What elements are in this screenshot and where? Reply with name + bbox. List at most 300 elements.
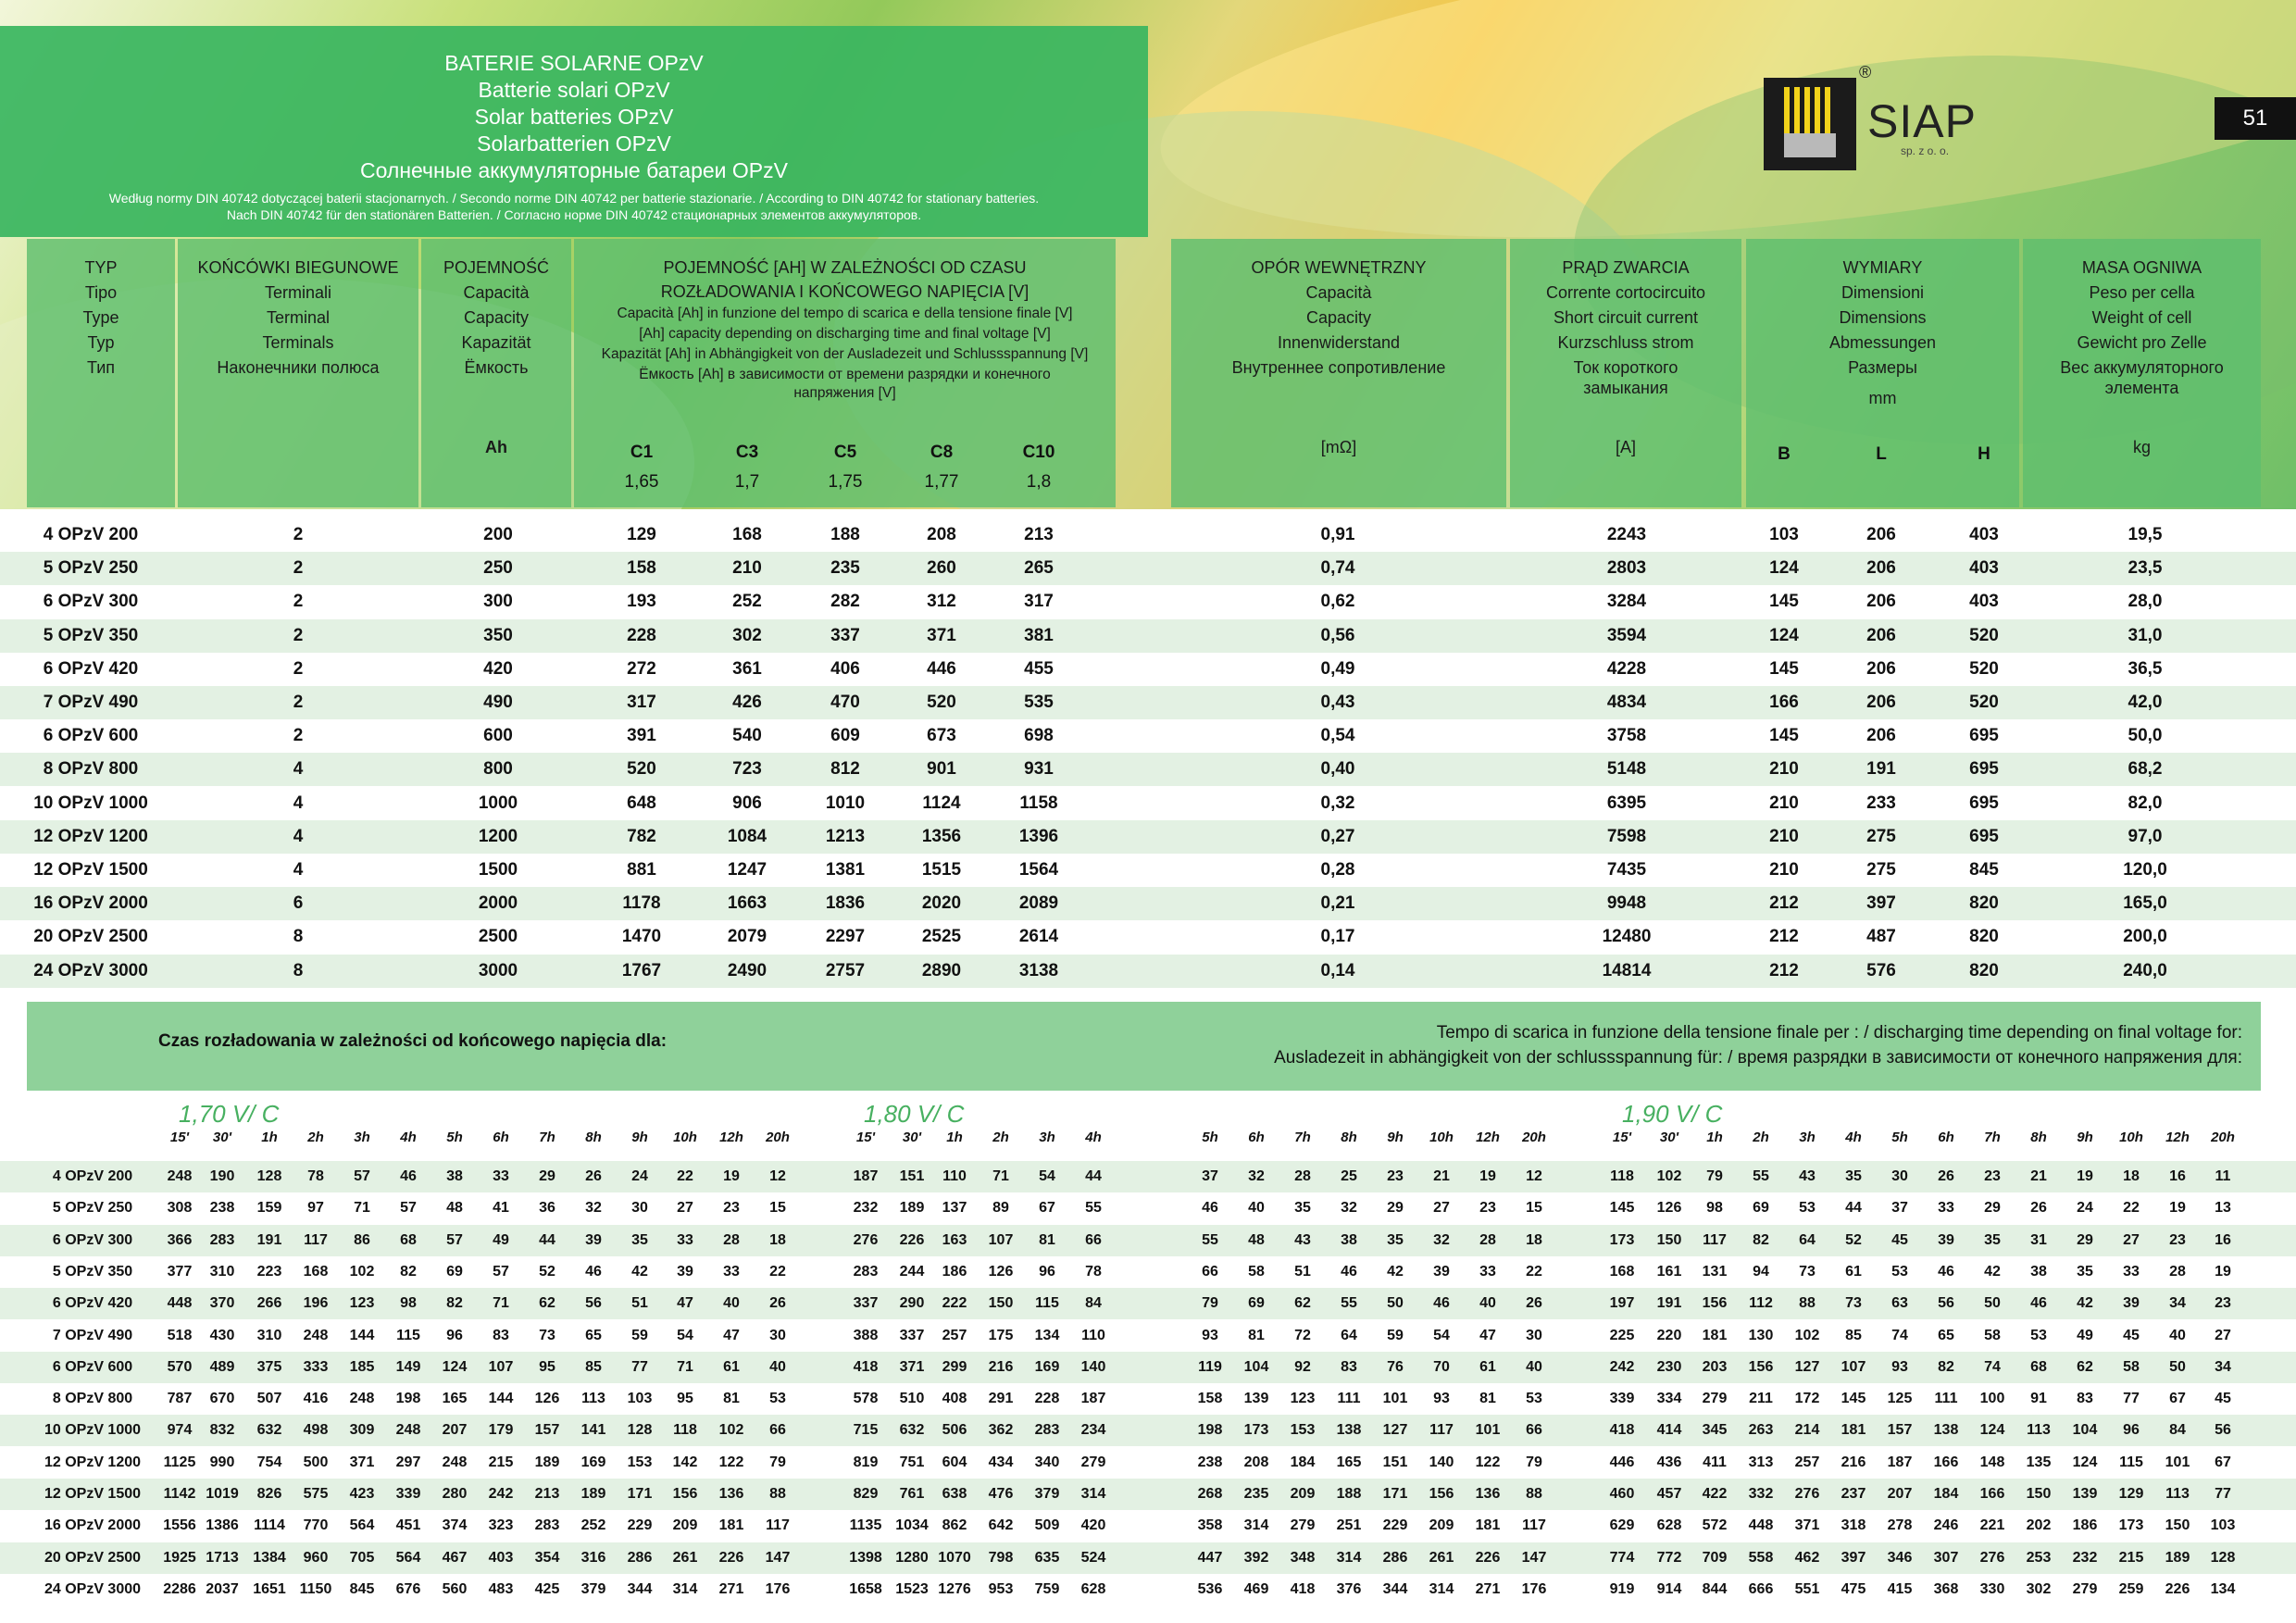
table-cell: 78: [1085, 1263, 1102, 1280]
table-cell: 13: [2215, 1200, 2231, 1217]
table-cell: 560: [442, 1580, 468, 1597]
table-cell: 751: [899, 1454, 925, 1470]
table-cell: 69: [446, 1263, 463, 1280]
table-cell: 291: [988, 1391, 1014, 1407]
table-cell: 1651: [253, 1580, 286, 1597]
table-cell: 18: [769, 1231, 786, 1248]
table-cell: 117: [766, 1517, 790, 1534]
table-cell: 257: [1794, 1454, 1820, 1470]
table-cell: 314: [1080, 1486, 1106, 1502]
table-cell: 49: [493, 1231, 509, 1248]
table-cell: 181: [1702, 1327, 1728, 1343]
table-cell: 1124: [922, 793, 961, 813]
capacity-col-header: C1: [630, 443, 654, 462]
table-cell: 149: [395, 1358, 421, 1375]
table-cell: 113: [2165, 1486, 2190, 1502]
header-text: Short circuit current: [1553, 308, 1699, 327]
table-cell: 69: [1753, 1200, 1769, 1217]
time-col-header: 20h: [766, 1130, 790, 1145]
standard-note-line: Nach DIN 40742 für den stationären Batterien. / Согласно норме DIN 40742 стационарных элементов аккумуляторов.: [226, 207, 922, 222]
table-cell: 629: [1609, 1517, 1635, 1534]
table-cell: 43: [1799, 1168, 1816, 1184]
header-capacity: [421, 239, 571, 507]
table-cell: 23,5: [2128, 558, 2163, 579]
table-cell: 371: [899, 1358, 925, 1375]
capacity-voltage: 1,65: [624, 472, 659, 492]
table-cell: 187: [1080, 1391, 1106, 1407]
table-cell: 39: [585, 1231, 602, 1248]
table-cell: 202: [2026, 1517, 2052, 1534]
table-cell: 366: [167, 1231, 193, 1248]
table-cell: 22: [769, 1263, 786, 1280]
table-cell: 69: [1248, 1295, 1265, 1312]
table-cell: 16: [2169, 1168, 2186, 1184]
discharge-band: [27, 1002, 2261, 1091]
table-cell: 260: [927, 558, 956, 579]
table-cell: 2: [293, 658, 304, 679]
table-cell: 82: [446, 1295, 463, 1312]
table-cell: 111: [1337, 1391, 1361, 1407]
table-cell: 4 OPzV 200: [43, 525, 139, 544]
table-cell: 283: [1034, 1422, 1060, 1439]
table-row: [0, 920, 2296, 954]
table-cell: 248: [303, 1327, 329, 1343]
table-cell: 233: [1866, 793, 1896, 813]
table-cell: 261: [672, 1549, 698, 1566]
table-cell: 15: [769, 1200, 786, 1217]
table-cell: 263: [1748, 1422, 1774, 1439]
time-col-header: 1h: [261, 1130, 278, 1145]
table-cell: 189: [899, 1200, 925, 1217]
table-cell: 451: [395, 1517, 421, 1534]
header-text: Вес аккумуляторного: [2060, 358, 2224, 377]
table-cell: 323: [488, 1517, 514, 1534]
table-cell: 70: [1433, 1358, 1450, 1375]
table-cell: 42: [1387, 1263, 1404, 1280]
table-cell: 1280: [895, 1549, 929, 1566]
table-cell: 212: [1769, 893, 1799, 914]
table-cell: 754: [256, 1454, 282, 1470]
title-line: Solarbatterien OPzV: [477, 131, 671, 156]
table-cell: 79: [1526, 1454, 1542, 1470]
table-cell: 85: [585, 1358, 602, 1375]
table-cell: 39: [677, 1263, 693, 1280]
table-cell: 974: [167, 1422, 193, 1439]
table-cell: 455: [1024, 658, 1054, 679]
table-cell: 1200: [478, 826, 518, 846]
table-cell: 145: [1769, 658, 1799, 679]
table-cell: 97: [307, 1200, 324, 1217]
table-cell: 5 OPzV 350: [43, 625, 139, 645]
table-cell: 1084: [727, 826, 767, 846]
table-cell: 333: [303, 1358, 329, 1375]
voltage-title-190: 1,90 V/ C: [1622, 1100, 1723, 1128]
table-cell: 28: [1479, 1231, 1496, 1248]
table-cell: 134: [1034, 1327, 1060, 1343]
header-text: POJEMNOŚĆ [AH] W ZALEŻNOŚCI OD CZASU: [663, 258, 1027, 277]
table-cell: 157: [534, 1422, 560, 1439]
table-row: [0, 719, 2296, 753]
table-cell: 510: [899, 1391, 925, 1407]
table-cell: 8: [293, 960, 304, 980]
table-cell: 39: [1433, 1263, 1450, 1280]
table-cell: 173: [1609, 1231, 1635, 1248]
table-cell: 136: [718, 1486, 744, 1502]
table-cell: 423: [349, 1486, 375, 1502]
header-unit: [A]: [1615, 438, 1636, 456]
table-cell: 45: [2123, 1327, 2140, 1343]
table-cell: 88: [769, 1486, 786, 1502]
table-cell: 0,27: [1320, 826, 1355, 846]
table-cell: 134: [2210, 1580, 2236, 1597]
table-cell: 1356: [921, 826, 962, 846]
table-cell: 65: [585, 1327, 602, 1343]
type-cell: 8 OPzV 800: [52, 1391, 133, 1407]
table-cell: 1135: [849, 1517, 882, 1534]
table-cell: 84: [2169, 1422, 2186, 1439]
table-cell: 215: [2118, 1549, 2144, 1566]
table-cell: 46: [1938, 1263, 1954, 1280]
table-cell: 191: [256, 1231, 282, 1248]
table-cell: 123: [349, 1295, 375, 1312]
table-cell: 188: [1336, 1486, 1362, 1502]
table-cell: 723: [732, 759, 762, 780]
table-cell: 1500: [478, 860, 518, 880]
table-cell: 129: [627, 525, 656, 544]
table-cell: 59: [1387, 1327, 1404, 1343]
table-cell: 302: [2026, 1580, 2052, 1597]
table-cell: 391: [627, 726, 656, 746]
table-cell: 2243: [1606, 525, 1647, 544]
time-col-header: 2h: [307, 1130, 324, 1145]
table-cell: 46: [1433, 1295, 1450, 1312]
table-cell: 279: [1290, 1517, 1316, 1534]
table-cell: 2490: [727, 960, 767, 980]
table-cell: 266: [256, 1295, 282, 1312]
header-text: Terminali: [264, 283, 332, 302]
table-cell: 695: [1969, 726, 1999, 746]
header-text: Type: [82, 308, 119, 327]
table-cell: 145: [1769, 592, 1799, 612]
table-cell: 43: [1294, 1231, 1311, 1248]
table-cell: 23: [2169, 1231, 2186, 1248]
table-cell: 460: [1609, 1486, 1635, 1502]
table-cell: 310: [256, 1327, 282, 1343]
table-cell: 39: [2123, 1295, 2140, 1312]
table-cell: 103: [1769, 525, 1799, 544]
table-cell: 0,62: [1320, 592, 1355, 612]
table-cell: 759: [1034, 1580, 1060, 1597]
time-col-header: 7h: [1294, 1130, 1311, 1145]
table-cell: 77: [631, 1358, 648, 1375]
table-cell: 122: [1475, 1454, 1501, 1470]
table-cell: 169: [1034, 1358, 1060, 1375]
table-cell: 68: [400, 1231, 417, 1248]
table-cell: 829: [853, 1486, 879, 1502]
table-cell: 27: [2215, 1327, 2231, 1343]
table-cell: 960: [303, 1549, 329, 1566]
table-cell: 186: [942, 1263, 967, 1280]
table-cell: 426: [732, 693, 762, 712]
table-cell: 104: [2072, 1422, 2098, 1439]
table-cell: 110: [1081, 1327, 1105, 1343]
table-cell: 27: [2123, 1231, 2140, 1248]
table-cell: 12480: [1602, 927, 1652, 947]
table-cell: 40: [1479, 1295, 1496, 1312]
table-cell: 0,32: [1320, 793, 1355, 813]
table-cell: 820: [1969, 893, 1999, 914]
table-cell: 1142: [163, 1486, 196, 1502]
table-cell: 21: [2030, 1168, 2047, 1184]
table-cell: 42: [631, 1263, 648, 1280]
table-cell: 40: [1526, 1358, 1542, 1375]
table-cell: 30: [1891, 1168, 1908, 1184]
table-cell: 23: [1479, 1200, 1496, 1217]
table-cell: 232: [853, 1200, 879, 1217]
table-row: [0, 820, 2296, 854]
table-cell: 564: [395, 1549, 421, 1566]
time-col-header: 3h: [1799, 1130, 1816, 1145]
table-cell: 171: [627, 1486, 653, 1502]
table-cell: 23: [1387, 1168, 1404, 1184]
table-cell: 253: [2026, 1549, 2052, 1566]
table-cell: 209: [1429, 1517, 1454, 1534]
table-cell: 130: [1748, 1327, 1774, 1343]
table-cell: 381: [1024, 625, 1054, 645]
time-col-header: 20h: [1522, 1130, 1546, 1145]
table-cell: 93: [1202, 1327, 1218, 1343]
table-cell: 673: [927, 726, 956, 746]
table-cell: 1034: [895, 1517, 929, 1534]
table-cell: 518: [167, 1327, 193, 1343]
table-cell: 271: [718, 1580, 744, 1597]
table-cell: 123: [1290, 1391, 1316, 1407]
header-text: MASA OGNIWA: [2081, 258, 2202, 277]
table-cell: 35: [1984, 1231, 2001, 1248]
table-cell: 27: [1433, 1200, 1450, 1217]
table-cell: 21: [1433, 1168, 1450, 1184]
table-cell: 208: [927, 525, 956, 544]
table-cell: 214: [1794, 1422, 1820, 1439]
table-cell: 77: [2215, 1486, 2231, 1502]
table-cell: 261: [1429, 1549, 1454, 1566]
table-cell: 238: [1197, 1454, 1223, 1470]
header-text: замыкания: [1583, 379, 1668, 397]
title-box: [0, 26, 1148, 237]
dimension-col-header: H: [1978, 444, 1990, 464]
table-cell: 238: [209, 1200, 235, 1217]
table-cell: 24 OPzV 3000: [33, 960, 148, 980]
table-cell: 83: [2077, 1391, 2093, 1407]
capacity-col-header: C8: [930, 443, 954, 462]
table-cell: 462: [1794, 1549, 1820, 1566]
table-cell: 826: [256, 1486, 282, 1502]
siap-logo: [1764, 63, 1995, 170]
table-cell: 244: [899, 1263, 925, 1280]
time-col-header: 15': [1612, 1130, 1632, 1145]
table-cell: 188: [830, 525, 860, 544]
header-text: Capacità: [1305, 283, 1372, 302]
header-terminal: [178, 239, 418, 507]
table-cell: 7435: [1606, 860, 1647, 880]
table-cell: 276: [1794, 1486, 1820, 1502]
table-cell: 67: [1039, 1200, 1055, 1217]
table-cell: 172: [1794, 1391, 1820, 1407]
table-row: [0, 552, 2296, 585]
table-cell: 317: [627, 693, 656, 712]
table-cell: 578: [853, 1391, 879, 1407]
table-cell: 990: [209, 1454, 235, 1470]
table-cell: 64: [1799, 1231, 1816, 1248]
table-cell: 1000: [478, 793, 518, 813]
header-type: [27, 239, 175, 507]
table-cell: 1663: [727, 893, 767, 914]
table-cell: 6 OPzV 600: [43, 726, 139, 746]
table-cell: 1925: [163, 1549, 196, 1566]
table-cell: 819: [853, 1454, 879, 1470]
table-cell: 2: [293, 693, 304, 712]
table-cell: 206: [1866, 525, 1896, 544]
table-cell: 34: [2169, 1295, 2186, 1312]
time-col-header: 12h: [2165, 1130, 2190, 1145]
table-cell: 26: [1938, 1168, 1954, 1184]
table-cell: 344: [627, 1580, 653, 1597]
time-col-header: 2h: [1753, 1130, 1769, 1145]
table-cell: 128: [2210, 1549, 2236, 1566]
table-cell: 53: [769, 1391, 786, 1407]
table-cell: 705: [349, 1549, 375, 1566]
table-cell: 420: [1080, 1517, 1106, 1534]
table-cell: 418: [853, 1358, 879, 1375]
table-cell: 371: [927, 625, 956, 645]
time-col-header: 1h: [1706, 1130, 1723, 1145]
table-cell: 102: [1656, 1168, 1682, 1184]
table-cell: 198: [395, 1391, 421, 1407]
table-cell: 53: [1526, 1391, 1542, 1407]
table-cell: 787: [167, 1391, 193, 1407]
table-cell: 1836: [825, 893, 866, 914]
table-cell: 35: [1845, 1168, 1862, 1184]
table-cell: 226: [899, 1231, 925, 1248]
table-cell: 102: [718, 1422, 744, 1439]
table-cell: 27: [677, 1200, 693, 1217]
table-cell: 33: [723, 1263, 740, 1280]
table-cell: 1470: [621, 927, 662, 947]
header-text: Capacità: [463, 283, 530, 302]
table-cell: 122: [718, 1454, 744, 1470]
time-col-header: 4h: [1085, 1130, 1102, 1145]
table-cell: 190: [209, 1168, 235, 1184]
table-cell: 168: [303, 1263, 329, 1280]
type-cell: 12 OPzV 1200: [44, 1454, 142, 1470]
table-cell: 158: [1197, 1391, 1223, 1407]
table-cell: 226: [1475, 1549, 1501, 1566]
table-cell: 209: [1290, 1486, 1316, 1502]
table-cell: 12 OPzV 1200: [33, 826, 148, 846]
table-cell: 228: [1034, 1391, 1060, 1407]
table-cell: 156: [672, 1486, 698, 1502]
table-cell: 12 OPzV 1500: [33, 860, 148, 880]
table-row: [0, 653, 2296, 686]
table-cell: 51: [631, 1295, 648, 1312]
table-cell: 38: [446, 1168, 463, 1184]
table-cell: 115: [1035, 1295, 1059, 1312]
table-cell: 279: [1702, 1391, 1728, 1407]
table-cell: 82: [1938, 1358, 1954, 1375]
table-cell: 235: [830, 558, 860, 579]
table-cell: 279: [2072, 1580, 2098, 1597]
table-cell: 206: [1866, 558, 1896, 579]
title-line: Solar batteries OPzV: [474, 105, 674, 129]
table-cell: 107: [1841, 1358, 1866, 1375]
table-cell: 221: [1979, 1517, 2005, 1534]
header-text: элемента: [2104, 379, 2179, 397]
table-cell: 257: [942, 1327, 967, 1343]
table-cell: 20 OPzV 2500: [33, 927, 148, 947]
table-cell: 0,74: [1320, 558, 1355, 579]
table-cell: 19: [1479, 1168, 1496, 1184]
table-cell: 29: [2077, 1231, 2093, 1248]
table-cell: 57: [354, 1168, 370, 1184]
header-text: Corrente cortocircuito: [1545, 283, 1706, 302]
table-cell: 489: [209, 1358, 235, 1375]
table-cell: 37: [1202, 1168, 1218, 1184]
table-cell: 144: [349, 1327, 375, 1343]
time-col-header: 4h: [1845, 1130, 1862, 1145]
table-cell: 507: [256, 1391, 282, 1407]
table-cell: 6 OPzV 420: [43, 658, 139, 679]
table-cell: 47: [1479, 1327, 1496, 1343]
table-cell: 77: [2123, 1391, 2140, 1407]
table-cell: 901: [927, 759, 956, 780]
table-cell: 448: [167, 1295, 193, 1312]
table-cell: 346: [1887, 1549, 1913, 1566]
table-cell: 490: [483, 693, 513, 712]
table-cell: 124: [1769, 558, 1799, 579]
table-cell: 770: [303, 1517, 329, 1534]
table-cell: 82,0: [2128, 793, 2163, 813]
table-cell: 436: [1656, 1454, 1682, 1470]
table-row: [0, 1288, 2296, 1319]
table-cell: 240,0: [2123, 960, 2167, 980]
table-cell: 198: [1197, 1422, 1223, 1439]
table-cell: 467: [442, 1549, 468, 1566]
table-cell: 2297: [825, 927, 866, 947]
voltage-title-180: 1,80 V/ C: [864, 1100, 965, 1128]
table-cell: 1381: [825, 860, 866, 880]
table-cell: 447: [1197, 1549, 1223, 1566]
table-cell: 3594: [1606, 625, 1647, 645]
table-cell: 3284: [1606, 592, 1647, 612]
table-cell: 102: [1794, 1327, 1820, 1343]
table-cell: 252: [580, 1517, 606, 1534]
table-cell: 44: [539, 1231, 555, 1248]
table-cell: 33: [493, 1168, 509, 1184]
type-cell: 24 OPzV 3000: [44, 1580, 142, 1597]
table-cell: 46: [400, 1168, 417, 1184]
table-cell: 66: [769, 1422, 786, 1439]
table-cell: 1713: [206, 1549, 239, 1566]
table-cell: 234: [1080, 1422, 1106, 1439]
capacity-voltage: 1,7: [734, 472, 760, 492]
table-cell: 213: [534, 1486, 560, 1502]
table-cell: 275: [1866, 860, 1896, 880]
table-cell: 34: [2215, 1358, 2231, 1375]
table-cell: 55: [1202, 1231, 1218, 1248]
table-cell: 203: [1702, 1358, 1728, 1375]
table-cell: 19: [2215, 1263, 2231, 1280]
time-col-header: 8h: [585, 1130, 602, 1145]
